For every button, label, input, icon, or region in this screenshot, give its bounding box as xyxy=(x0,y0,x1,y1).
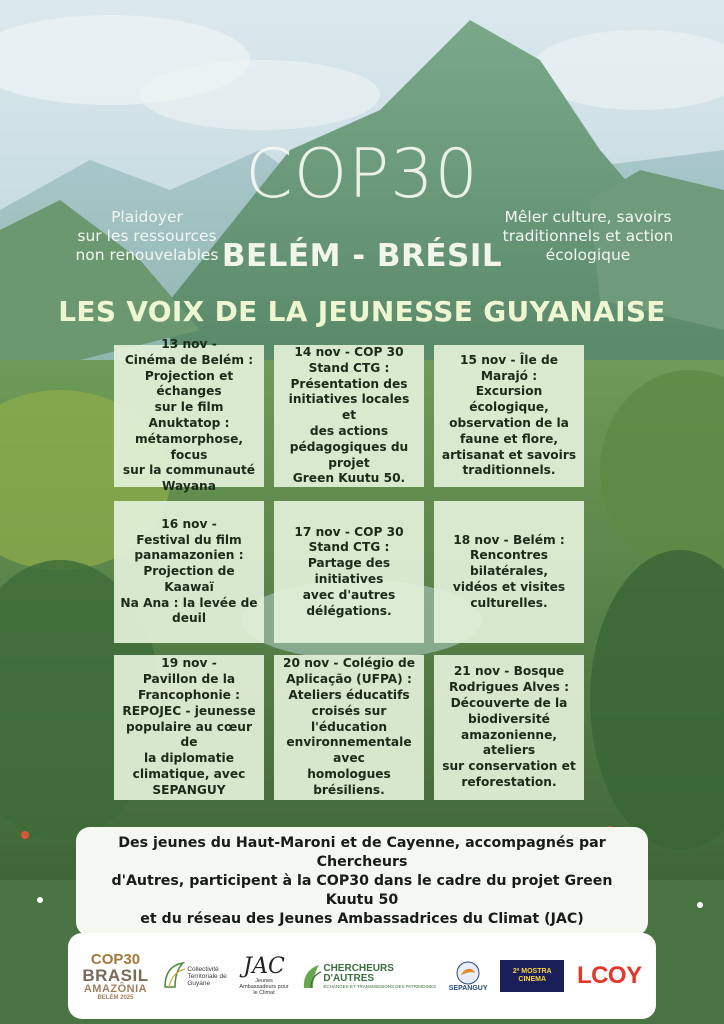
event-card-line: amazonienne, ateliers xyxy=(461,727,557,758)
event-card-line: Découverte de la xyxy=(450,695,568,710)
event-card-line: 20 nov - Colégio de xyxy=(282,656,415,671)
event-card-line: 17 nov - COP 30 xyxy=(294,524,404,539)
event-card xyxy=(274,345,424,487)
event-card-line: sur la communauté xyxy=(122,463,256,478)
event-card-line: 14 nov - COP 30 xyxy=(294,344,404,359)
partner-logos xyxy=(68,933,656,1019)
right-tagline-line: traditionnels et action xyxy=(502,227,674,245)
ctg-logo-line: Guyane xyxy=(187,979,211,987)
event-card-line: homologues brésiliens. xyxy=(307,767,391,797)
event-card-line: 21 nov - Bosque xyxy=(453,664,565,679)
footer-description xyxy=(76,827,648,936)
event-card-line: Green Kuutu 50. xyxy=(292,471,406,486)
event-card xyxy=(114,337,264,494)
event-card-line: environnementale avec xyxy=(286,735,412,766)
event-card-line: panamazonien : xyxy=(134,548,244,563)
sepanguy-logo xyxy=(449,961,488,992)
event-card-line: faune et flore, xyxy=(459,431,559,446)
footer-line: d'Autres, participent à la COP30 dans le cadre du projet Green Kuutu 50 xyxy=(111,873,613,908)
event-card-line: sur conservation et xyxy=(442,759,576,774)
event-card-line: 18 nov - Belém : xyxy=(453,532,565,547)
event-card-line: Na Ana : la levée de xyxy=(120,595,258,610)
event-card-line: Stand CTG : xyxy=(308,540,390,555)
event-card-line: artisanat et savoirs xyxy=(441,447,577,462)
left-tagline-line: sur les ressources xyxy=(77,227,217,245)
event-card-text xyxy=(440,664,578,790)
event-card-line: Présentation des xyxy=(290,376,408,391)
jac-logo-text: JAC xyxy=(243,954,285,979)
event-card xyxy=(274,501,424,643)
right-tagline-line: écologique xyxy=(545,246,631,264)
chercheurs-dautres-logo xyxy=(301,962,436,990)
leaf-icon xyxy=(301,962,323,990)
event-card-line: des actions xyxy=(309,423,389,438)
event-card-text xyxy=(120,337,258,495)
cop30-logo-city: BELÉM 2025 xyxy=(97,994,134,1001)
mostra-logo-line: CINEMA xyxy=(518,976,547,983)
event-card-text xyxy=(120,517,258,628)
event-card-line: REPOJEC - jeunesse xyxy=(122,703,256,718)
event-card-line: reforestation. xyxy=(461,774,557,789)
event-card-line: 13 nov - xyxy=(161,337,217,352)
jac-logo-line: le Climat xyxy=(253,990,275,996)
jac-logo-line: Jeunes xyxy=(255,978,273,984)
event-title: COP30 xyxy=(245,135,479,214)
bird-icon xyxy=(455,961,481,985)
event-card-line: Excursion écologique, xyxy=(469,384,549,415)
event-card-line: métamorphose, focus xyxy=(134,431,244,462)
ctg-logo-line: Collectivité xyxy=(187,965,219,973)
event-card-line: pédagogiques du xyxy=(289,439,409,454)
jac-logo-line: Ambassadeurs pour xyxy=(239,984,289,990)
event-card-line: Francophonie : xyxy=(137,688,241,703)
event-card-line: Partage des initiatives xyxy=(307,556,391,586)
event-card-line: projet xyxy=(328,455,370,470)
event-card-text xyxy=(280,525,418,620)
event-card-text xyxy=(440,353,578,479)
sepanguy-logo-text: SEPANGUY xyxy=(448,984,488,992)
event-card-line: vidéos et visites xyxy=(452,579,566,594)
event-card xyxy=(274,655,424,800)
mostra-logo-line: 2ª MOSTRA xyxy=(512,968,552,975)
cda-logo-name: D'AUTRES xyxy=(323,972,375,984)
event-card-text xyxy=(280,345,418,487)
footer-line: et du réseau des Jeunes Ambassadrices du Climat (JAC) xyxy=(140,911,584,927)
mostra-cinema-logo xyxy=(500,960,564,992)
event-card-line: la diplomatie xyxy=(143,751,234,766)
event-card-line: deuil xyxy=(171,611,207,626)
left-tagline-line: non renouvelables xyxy=(75,246,219,264)
event-card xyxy=(434,655,584,800)
event-card-line: culturelles. xyxy=(470,595,548,610)
footer-line: Des jeunes du Haut-Maroni et de Cayenne, accompagnés par Chercheurs xyxy=(118,835,606,870)
event-card-line: Ateliers éducatifs xyxy=(288,688,410,703)
event-card-line: Rodrigues Alves : xyxy=(448,680,570,695)
event-card-text xyxy=(280,656,418,798)
event-card-line: Cinéma de Belém : xyxy=(124,352,254,367)
location-subtitle: BELÉM - BRÉSIL xyxy=(221,238,503,274)
event-card-line: Aplicação (UFPA) : xyxy=(286,672,412,687)
event-card-line: populaire au cœur de xyxy=(126,719,252,750)
ctg-logo-line: Territoriale de xyxy=(187,972,227,980)
ctg-emblem-icon xyxy=(161,961,187,991)
ctg-logo xyxy=(161,961,226,991)
event-card-line: 15 nov - Île de Marajó : xyxy=(460,352,558,383)
headline: LES VOIX DE LA JEUNESSE GUYANAISE xyxy=(58,295,666,328)
jac-logo xyxy=(239,956,288,996)
event-card-line: initiatives locales et xyxy=(288,392,410,423)
event-card-line: biodiversité xyxy=(468,711,550,726)
event-card-line: observation de la xyxy=(449,416,569,430)
event-card-line: avec d'autres xyxy=(302,587,396,602)
event-card xyxy=(434,501,584,643)
cop30-logo-country: BRASIL xyxy=(82,965,149,985)
event-card xyxy=(114,655,264,800)
event-card-line: 19 nov - xyxy=(161,656,217,671)
event-card-line: Projection et échanges xyxy=(144,368,234,399)
cda-logo-name: CHERCHEURS xyxy=(323,962,394,974)
event-card-line: sur le film Anuktatop : xyxy=(148,400,230,430)
event-card xyxy=(114,501,264,643)
lcoy-logo: LCOY xyxy=(576,962,642,989)
event-card-line: Festival du film xyxy=(136,532,242,547)
event-card xyxy=(434,345,584,487)
event-card-line: Rencontres bilatérales, xyxy=(470,548,548,579)
cda-logo-tagline: ÉCHANGES ET TRANSMISSIONS DES PATRIMOINES xyxy=(323,983,437,989)
event-card-line: traditionnels. xyxy=(462,463,556,478)
event-card-line: climatique, avec xyxy=(132,767,246,781)
cop30-logo-text: COP30 xyxy=(90,950,141,968)
event-card-line: Pavillon de la xyxy=(142,672,236,687)
cop30-brasil-logo xyxy=(82,952,148,1001)
event-card-text xyxy=(120,656,258,798)
event-card-line: 16 nov - xyxy=(161,516,217,531)
event-card-line: Wayana xyxy=(162,479,216,494)
event-card-line: Stand CTG : xyxy=(308,360,390,375)
event-card-line: Projection de Kaawaï xyxy=(143,564,235,594)
event-card-line: délégations. xyxy=(306,603,392,618)
cop30-logo-region: AMAZÔNIA xyxy=(83,982,148,995)
event-card-text xyxy=(440,533,578,612)
left-tagline-line: Plaidoyer xyxy=(111,208,183,226)
event-card-line: SEPANGUY xyxy=(152,782,226,797)
right-tagline-line: Mêler culture, savoirs xyxy=(504,208,672,226)
event-card-line: croisés sur l'éducation xyxy=(310,703,388,734)
